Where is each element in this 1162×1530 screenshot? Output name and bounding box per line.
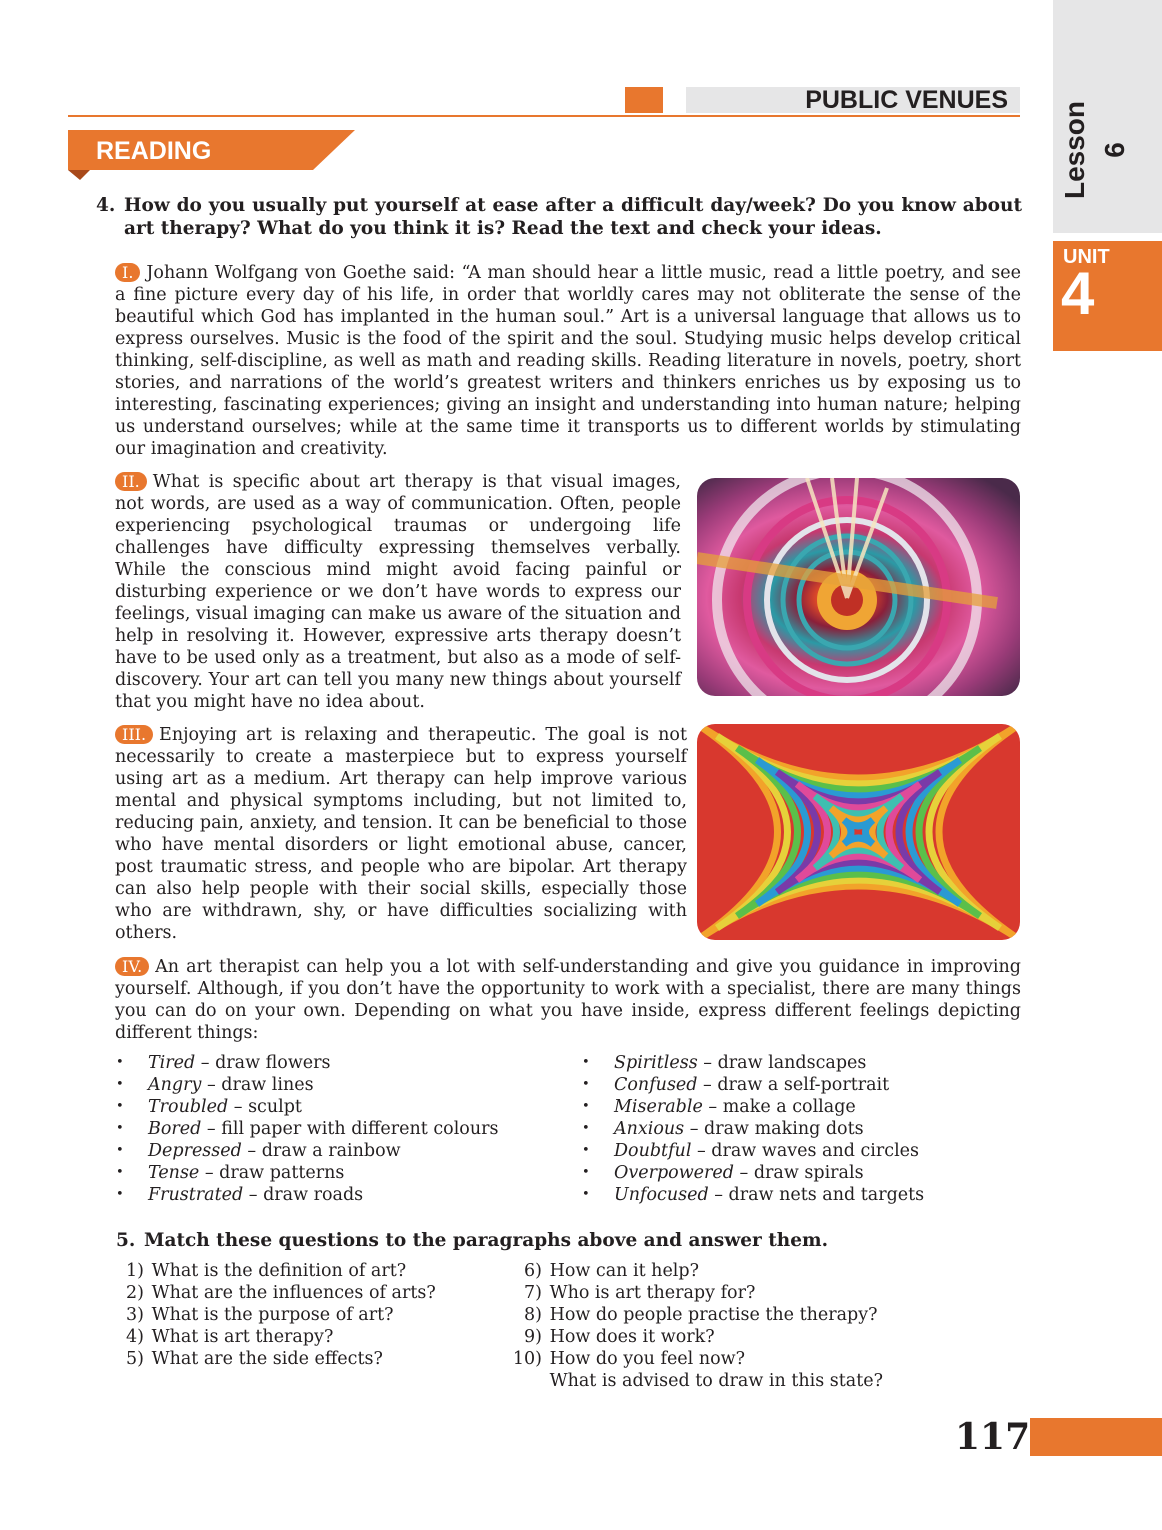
page-number: 117 [955, 1416, 1031, 1458]
paragraph-1 [115, 262, 1021, 460]
paragraph-text: What is specific about art therapy is that visual images, not words, are used as a way of communication. Often, people experiencing psychological traumas or undergoing life challenges have difficulty expressing themselves verbally. While the conscious mind might avoid facing painful or disturbing experience or we don’t have words to express our feelings, visual imaging can make us aware of the situation and help in resolving it. However, expressive arts therapy doesn’t have to be used only as a treatment, but also as a mode of self-discovery. Your art can tell you many new things about yourself that you might have no idea about. [115, 472, 681, 712]
list-item: 9) How does it work? [524, 1327, 715, 1347]
list-item: • Frustrated – draw roads [116, 1184, 498, 1206]
paragraph-marker: I. [115, 263, 140, 282]
paragraph-2 [115, 471, 681, 713]
paragraph-marker: II. [115, 472, 147, 491]
paragraph-text: An art therapist can help you a lot with self-understanding and give you guidance in improving yourself. Although, if you don’t have the opportunity to work with a specialist, there are many things you can do on your own. Depending on what you have inside, express different feelings depicting different things: [115, 957, 1021, 1043]
paragraph-3 [115, 724, 687, 944]
list-item: 5) What are the side effects? [126, 1349, 383, 1369]
questions-left [118, 1260, 436, 1370]
paragraph-text: Enjoying art is relaxing and therapeutic. The goal is not necessarily to create a masterpiece but to express yourself using art as a medium. Art therapy can help improve various mental and physical symptoms including, but not limited to, reducing pain, anxiety, and tension. It can be beneficial to those who have mental disorders or light emotional abuse, cancer, post traumatic stress, and people who are bipolar. Art therapy can also help people with their social skills, especially those who are withdrawn, shy, or have difficulties socializing with others. [115, 725, 687, 943]
list-item: • Confused – draw a self-portrait [582, 1074, 924, 1096]
list-item: • Troubled – sculpt [116, 1096, 498, 1118]
header-accent-square [625, 87, 663, 113]
task-text: Match these questions to the paragraphs above and answer them. [144, 1230, 829, 1251]
list-item: 8) How do people practise the therapy? [524, 1305, 878, 1325]
paragraph-text: Johann Wolfgang von Goethe said: “A man should hear a little music, read a little poetry, and see a fine picture every day of his life, in order that worldly cares may not obliterate the sense of the beautiful which God has implanted in the human soul.” Art is a universal language that allows us to express ourselves. Music is the food of the spirit and the soul. Studying music helps develop critical thinking, self-discipline, as well as math and reading skills. Reading literature in novels, poetry, short stories, and narrations of the world’s greatest writers and thinkers enriches us by exposing us to interesting, fascinating experiences; giving an insight and understanding into human nature; helping us understand ourselves; while at the same time it transports us to different worlds by stimulating our imagination and creativity. [115, 263, 1021, 459]
section-label: READING [96, 137, 212, 165]
rainbow-star-pattern [697, 724, 1020, 940]
list-item: • Anxious – draw making dots [582, 1118, 924, 1140]
paragraph-4 [115, 956, 1021, 1044]
page-title: PUBLIC VENUES [805, 86, 1008, 114]
list-item: • Unfocused – draw nets and targets [582, 1184, 924, 1206]
list-item: 7) Who is art therapy for? [524, 1283, 756, 1303]
task-text: How do you usually put yourself at ease after a difficult day/week? Do you know about art therapy? What do you think it is? Read the text and check your ideas. [124, 195, 1022, 239]
task-4-prompt [96, 194, 1022, 240]
list-item: • Tense – draw patterns [116, 1162, 498, 1184]
list-item: • Tired – draw flowers [116, 1052, 498, 1074]
list-item: What is advised to draw in this state? [549, 1371, 883, 1391]
list-item: • Depressed – draw a rainbow [116, 1140, 498, 1162]
list-item: 2) What are the influences of arts? [126, 1283, 436, 1303]
unit-word: UNIT [1063, 246, 1110, 268]
page-number-bar [1030, 1418, 1162, 1456]
list-item: 10) How do you feel now? [512, 1349, 745, 1369]
list-item: • Bored – fill paper with different colours [116, 1118, 498, 1140]
list-item: • Doubtful – draw waves and circles [582, 1140, 924, 1162]
task-number: 5. [116, 1230, 136, 1251]
list-item: 3) What is the purpose of art? [126, 1305, 394, 1325]
questions-right [508, 1260, 883, 1392]
lesson-label: Lesson 6 [1059, 100, 1130, 200]
list-item: 1) What is the definition of art? [126, 1261, 407, 1281]
paragraph-marker: IV. [115, 957, 149, 976]
header-divider [68, 115, 1020, 117]
feelings-list-right [582, 1052, 924, 1206]
list-item: • Angry – draw lines [116, 1074, 498, 1096]
task-5-prompt [116, 1229, 1016, 1252]
unit-number: 4 [1061, 260, 1095, 327]
task-number: 4. [96, 195, 116, 216]
abstract-circle-painting [697, 478, 1020, 696]
list-item: • Overpowered – draw spirals [582, 1162, 924, 1184]
list-item: 6) How can it help? [524, 1261, 699, 1281]
list-item: • Miserable – make a collage [582, 1096, 924, 1118]
feelings-list-left [116, 1052, 498, 1206]
list-item: • Spiritless – draw landscapes [582, 1052, 924, 1074]
paragraph-marker: III. [115, 725, 153, 744]
list-item: 4) What is art therapy? [126, 1327, 334, 1347]
